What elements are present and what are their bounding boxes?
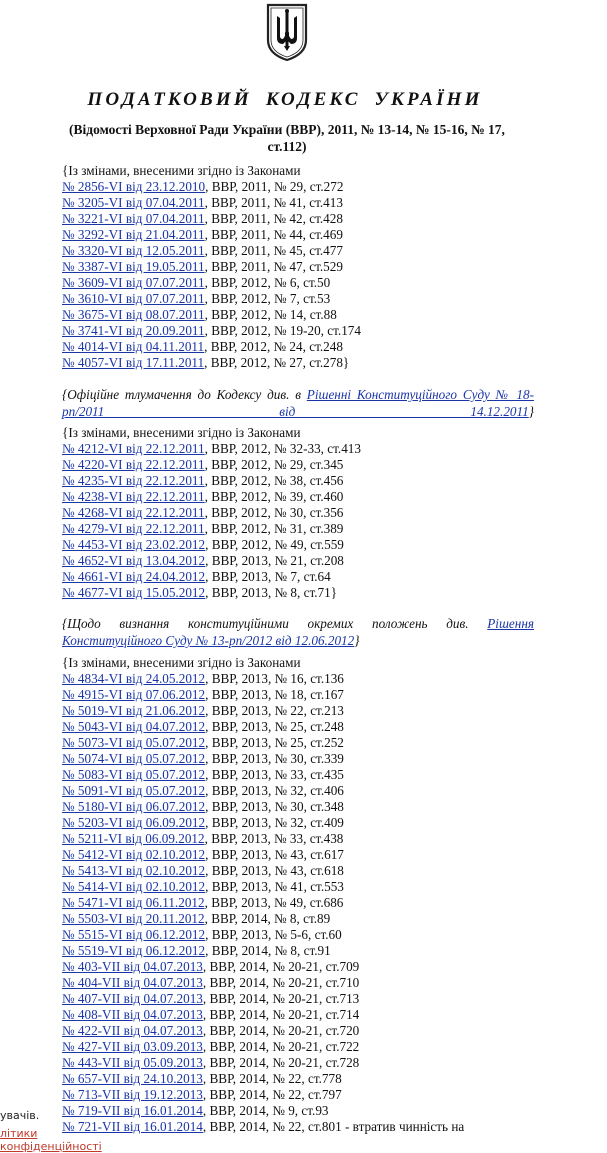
publication-reference: , ВВР, 2013, № 33, ст.438: [204, 831, 344, 846]
law-link[interactable]: № 4834-VI від 24.05.2012: [62, 671, 206, 686]
amendment-row: [62, 227, 542, 243]
law-link[interactable]: № 407-VII від 04.07.2013: [62, 991, 203, 1006]
law-link[interactable]: № 5019-VI від 21.06.2012: [62, 703, 206, 718]
amendment-row: [62, 473, 542, 489]
amendments-list-3: [62, 655, 542, 1135]
amendment-row: [62, 847, 542, 863]
publication-reference: , ВВР, 2013, № 21, ст.208: [205, 553, 344, 568]
document-title: ПОДАТКОВИЙ КОДЕКС УКРАЇНИ: [87, 89, 483, 110]
amendment-row: [62, 815, 542, 831]
amendment-row: [62, 911, 542, 927]
amendment-row: [62, 259, 542, 275]
publication-reference: , ВВР, 2012, № 29, ст.345: [204, 457, 344, 472]
law-link[interactable]: № 3320-VI від 12.05.2011: [62, 243, 205, 258]
law-link[interactable]: № 3610-VI від 07.07.2011: [62, 291, 205, 306]
law-link[interactable]: № 4279-VI від 22.12.2011: [62, 521, 205, 536]
amendment-row: [62, 751, 542, 767]
amendments-heading: {Із змінами, внесеними згідно із Законами: [62, 425, 301, 440]
amendment-row: [62, 569, 542, 585]
publication-reference: , ВВР, 2013, № 25, ст.252: [205, 735, 344, 750]
amendments-heading: {Із змінами, внесеними згідно із Законами: [62, 655, 301, 670]
amendments-list-1: [62, 163, 542, 371]
publication-reference: , ВВР, 2012, № 32-33, ст.413: [204, 441, 361, 456]
law-link[interactable]: № 3221-VI від 07.04.2011: [62, 211, 205, 226]
publication-reference: , ВВР, 2014, № 20-21, ст.714: [202, 1007, 360, 1022]
law-link[interactable]: № 5180-VI від 06.07.2012: [62, 799, 206, 814]
law-link[interactable]: № 5412-VI від 02.10.2012: [62, 847, 206, 862]
publication-reference: , ВВР, 2012, № 39, ст.460: [204, 489, 344, 504]
cookie-banner-text-fragment: увачів.: [0, 1109, 40, 1122]
law-link[interactable]: № 4212-VI від 22.12.2011: [62, 441, 205, 456]
publication-reference: , ВВР, 2013, № 16, ст.136: [205, 671, 344, 686]
amendment-row: [62, 323, 542, 339]
publication-reference: , ВВР, 2012, № 30, ст.356: [204, 505, 344, 520]
publication-reference: , ВВР, 2012, № 31, ст.389: [204, 521, 344, 536]
amendment-row: [62, 1007, 542, 1023]
publication-reference: , ВВР, 2013, № 5-6, ст.60: [205, 927, 342, 942]
law-link[interactable]: № 5471-VI від 06.11.2012: [62, 895, 205, 910]
law-link[interactable]: № 3609-VI від 07.07.2011: [62, 275, 205, 290]
law-link[interactable]: № 657-VII від 24.10.2013: [62, 1071, 203, 1086]
amendment-row: [62, 1071, 542, 1087]
publication-reference: , ВВР, 2012, № 7, ст.53: [204, 291, 331, 306]
publication-reference: , ВВР, 2012, № 38, ст.456: [204, 473, 344, 488]
law-link[interactable]: № 427-VII від 03.09.2013: [62, 1039, 203, 1054]
amendment-row: [62, 687, 542, 703]
amendment-row: [62, 1087, 542, 1103]
amendment-row: [62, 211, 542, 227]
amendment-row: [62, 505, 542, 521]
amendment-row: [62, 537, 542, 553]
publication-reference: , ВВР, 2013, № 33, ст.435: [205, 767, 344, 782]
publication-reference: , ВВР, 2013, № 22, ст.213: [205, 703, 344, 718]
law-link[interactable]: № 713-VII від 19.12.2013: [62, 1087, 203, 1102]
publication-reference: , ВВР, 2013, № 43, ст.618: [205, 863, 344, 878]
law-link[interactable]: № 719-VII від 16.01.2014: [62, 1103, 203, 1118]
publication-reference: , ВВР, 2012, № 6, ст.50: [204, 275, 331, 290]
amendment-row: [62, 489, 542, 505]
law-link[interactable]: № 5519-VI від 06.12.2012: [62, 943, 206, 958]
law-link[interactable]: № 5413-VI від 02.10.2012: [62, 863, 206, 878]
amendment-row: [62, 339, 542, 355]
law-link[interactable]: № 5211-VI від 06.09.2012: [62, 831, 205, 846]
publication-reference: , ВВР, 2014, № 20-21, ст.709: [202, 959, 360, 974]
publication-reference: , ВВР, 2013, № 32, ст.409: [205, 815, 344, 830]
amendment-row: [62, 1119, 542, 1135]
decision-link-part2[interactable]: Конституційного Суду № 13-рп/2012 від 12.06.2012: [62, 633, 355, 648]
note-suffix: }: [528, 404, 534, 419]
publication-reference: , ВВР, 2011, № 45, ст.477: [204, 243, 343, 258]
publication-reference: , ВВР, 2014, № 22, ст.778: [202, 1071, 342, 1086]
law-link[interactable]: № 721-VII від 16.01.2014: [62, 1119, 203, 1134]
amendments-heading: {Із змінами, внесеними згідно із Законами: [62, 163, 301, 178]
law-link[interactable]: № 4661-VI від 24.04.2012: [62, 569, 206, 584]
amendment-row: [62, 927, 542, 943]
law-link[interactable]: № 5043-VI від 04.07.2012: [62, 719, 206, 734]
law-link[interactable]: № 4238-VI від 22.12.2011: [62, 489, 205, 504]
publication-reference: , ВВР, 2011, № 42, ст.428: [204, 211, 343, 226]
law-link[interactable]: № 4652-VI від 13.04.2012: [62, 553, 206, 568]
amendment-row: [62, 735, 542, 751]
publication-reference: , ВВР, 2014, № 22, ст.797: [202, 1087, 342, 1102]
publication-reference: , ВВР, 2013, № 32, ст.406: [205, 783, 344, 798]
law-link[interactable]: № 4057-VI від 17.11.2011: [62, 355, 205, 370]
publication-reference: , ВВР, 2012, № 49, ст.559: [205, 537, 344, 552]
publication-reference: , ВВР, 2014, № 8, ст.91: [205, 943, 331, 958]
official-interpretation-note: [62, 386, 534, 420]
amendments-list-2: [62, 425, 542, 601]
publication-reference: , ВВР, 2011, № 47, ст.529: [204, 259, 343, 274]
publication-reference: , ВВР, 2014, № 20-21, ст.722: [202, 1039, 360, 1054]
amendment-row: [62, 307, 542, 323]
law-link[interactable]: № 4268-VI від 22.12.2011: [62, 505, 205, 520]
amendment-row: [62, 195, 542, 211]
constitutionality-note: [62, 615, 534, 649]
law-link[interactable]: № 3205-VI від 07.04.2011: [62, 195, 205, 210]
publication-reference: , ВВР, 2011, № 41, ст.413: [204, 195, 343, 210]
amendment-row: [62, 1039, 542, 1055]
amendment-row: [62, 863, 542, 879]
publication-reference: , ВВР, 2013, № 43, ст.617: [205, 847, 344, 862]
law-link[interactable]: № 4453-VI від 23.02.2012: [62, 537, 206, 552]
amendment-row: [62, 441, 542, 457]
amendment-row: [62, 799, 542, 815]
note2-prefix: {Щодо визнання конституційними окремих положень див.: [62, 616, 488, 631]
publication-reference: , ВВР, 2013, № 30, ст.348: [205, 799, 344, 814]
amendment-row: [62, 879, 542, 895]
amendment-row: [62, 991, 542, 1007]
privacy-policy-link[interactable]: літики конфіденційності: [0, 1127, 102, 1153]
amendment-row: [62, 179, 542, 195]
publication-reference: , ВВР, 2014, № 20-21, ст.713: [202, 991, 360, 1006]
amendment-row: [62, 1023, 542, 1039]
constitutional-court-decision-link[interactable]: Рішенні Конституційного Суду № 18-рп/2011 від 14.12.2011: [62, 387, 535, 419]
amendment-row: [62, 943, 542, 959]
law-link[interactable]: № 5203-VI від 06.09.2012: [62, 815, 206, 830]
publication-reference: , ВВР, 2011, № 44, ст.469: [204, 227, 343, 242]
note2-suffix: }: [354, 633, 360, 648]
amendment-row: [62, 275, 542, 291]
law-link[interactable]: № 4014-VI від 04.11.2011: [62, 339, 205, 354]
law-link[interactable]: № 443-VII від 05.09.2013: [62, 1055, 203, 1070]
publication-reference: , ВВР, 2011, № 29, ст.272: [205, 179, 344, 194]
law-link[interactable]: № 5073-VI від 05.07.2012: [62, 735, 206, 750]
note2-line1: [62, 615, 534, 632]
coat-of-arms-icon: [264, 2, 310, 62]
publication-reference: , ВВР, 2012, № 19-20, ст.174: [204, 323, 361, 338]
law-link[interactable]: № 3292-VI від 21.04.2011: [62, 227, 205, 242]
amendment-row: [62, 671, 542, 687]
decision-link-part1[interactable]: Рішення: [487, 616, 534, 631]
law-link[interactable]: № 5074-VI від 05.07.2012: [62, 751, 206, 766]
amendment-row: [62, 457, 542, 473]
publication-reference: , ВВР, 2013, № 49, ст.686: [204, 895, 344, 910]
amendment-row: [62, 895, 542, 911]
amendment-row: [62, 1103, 542, 1119]
note2-line2: [62, 632, 534, 649]
publication-reference: , ВВР, 2013, № 25, ст.248: [205, 719, 344, 734]
publication-reference: , ВВР, 2014, № 22, ст.801 - втратив чинність на: [202, 1119, 465, 1134]
publication-source: (Відомості Верховної Ради України (ВВР), 2011, № 13-14, № 15-16, № 17, ст.112): [69, 122, 505, 154]
law-link[interactable]: № 4915-VI від 07.06.2012: [62, 687, 206, 702]
note-prefix: {Офіційне тлумачення до Кодексу див. в: [62, 387, 307, 402]
amendment-row: [62, 291, 542, 307]
amendment-row: [62, 243, 542, 259]
law-link[interactable]: № 4677-VI від 15.05.2012: [62, 585, 206, 600]
amendment-row: [62, 719, 542, 735]
law-link[interactable]: № 5083-VI від 05.07.2012: [62, 767, 206, 782]
law-link[interactable]: № 3741-VI від 20.09.2011: [62, 323, 205, 338]
amendment-row: [62, 959, 542, 975]
law-link[interactable]: № 5414-VI від 02.10.2012: [62, 879, 206, 894]
publication-reference: , ВВР, 2014, № 20-21, ст.728: [202, 1055, 360, 1070]
law-link[interactable]: № 403-VII від 04.07.2013: [62, 959, 203, 974]
publication-reference: , ВВР, 2012, № 14, ст.88: [204, 307, 337, 322]
publication-reference: , ВВР, 2013, № 8, ст.71}: [205, 585, 338, 600]
law-link[interactable]: № 5503-VI від 20.11.2012: [62, 911, 205, 926]
publication-reference: , ВВР, 2013, № 30, ст.339: [205, 751, 344, 766]
amendment-row: [62, 783, 542, 799]
law-link[interactable]: № 5091-VI від 05.07.2012: [62, 783, 206, 798]
amendment-row: [62, 831, 542, 847]
amendment-row: [62, 585, 542, 601]
publication-reference: , ВВР, 2012, № 24, ст.248: [204, 339, 343, 354]
publication-reference: , ВВР, 2012, № 27, ст.278}: [204, 355, 350, 370]
law-link[interactable]: № 5515-VI від 06.12.2012: [62, 927, 206, 942]
publication-reference: , ВВР, 2014, № 8, ст.89: [204, 911, 331, 926]
law-link[interactable]: № 2856-VI від 23.12.2010: [62, 179, 206, 194]
publication-reference: , ВВР, 2013, № 18, ст.167: [205, 687, 344, 702]
publication-reference: , ВВР, 2014, № 20-21, ст.710: [202, 975, 360, 990]
publication-reference: , ВВР, 2014, № 9, ст.93: [202, 1103, 329, 1118]
amendment-row: [62, 553, 542, 569]
amendment-row: [62, 703, 542, 719]
publication-reference: , ВВР, 2013, № 7, ст.64: [205, 569, 331, 584]
amendment-row: [62, 1055, 542, 1071]
law-link[interactable]: № 404-VII від 04.07.2013: [62, 975, 203, 990]
publication-reference: , ВВР, 2013, № 41, ст.553: [205, 879, 344, 894]
law-link[interactable]: № 422-VII від 04.07.2013: [62, 1023, 203, 1038]
law-link[interactable]: № 4220-VI від 22.12.2011: [62, 457, 205, 472]
law-link[interactable]: № 4235-VI від 22.12.2011: [62, 473, 205, 488]
law-link[interactable]: № 3675-VI від 08.07.2011: [62, 307, 205, 322]
law-link[interactable]: № 408-VII від 04.07.2013: [62, 1007, 203, 1022]
amendment-row: [62, 767, 542, 783]
publication-reference: , ВВР, 2014, № 20-21, ст.720: [202, 1023, 360, 1038]
amendment-row: [62, 975, 542, 991]
amendment-row: [62, 355, 542, 371]
law-link[interactable]: № 3387-VI від 19.05.2011: [62, 259, 205, 274]
amendment-row: [62, 521, 542, 537]
